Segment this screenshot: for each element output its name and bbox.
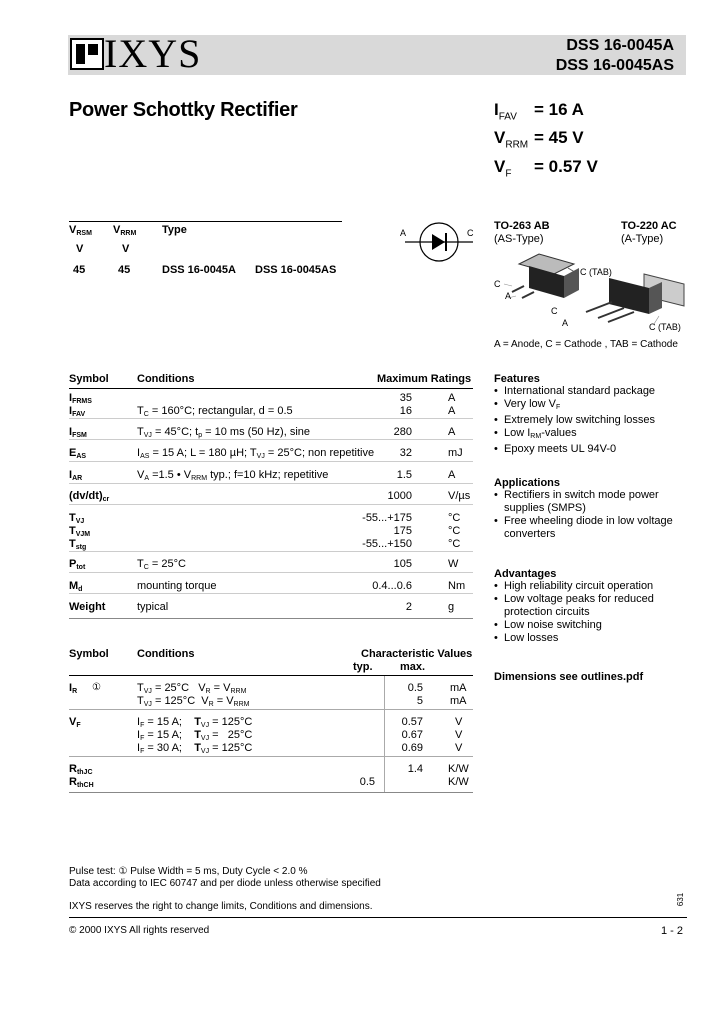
char-vf-max-1: 0.57 <box>401 716 423 728</box>
char-rule-2 <box>69 756 473 757</box>
pkg1-label-a: A <box>505 291 512 301</box>
part-number-as: DSS 16-0045AS <box>555 57 674 74</box>
char-conditions-header: Conditions <box>137 648 195 660</box>
max-row-symbol: Tstg <box>69 538 87 551</box>
side-code: 631 <box>676 892 686 907</box>
list-item: • Epoxy meets UL 94V-0 <box>494 443 684 456</box>
max-row-value: 1000 <box>387 490 412 502</box>
max-row-unit: °C <box>448 525 461 537</box>
char-typ-header: typ. <box>353 661 373 673</box>
char-values-header: Characteristic Values <box>361 648 473 660</box>
char-vf-unit-2: V <box>455 729 463 741</box>
pkg2-label-c: C <box>551 306 558 316</box>
max-row-symbol: (dv/dt)cr <box>69 490 110 503</box>
max-row-divider <box>69 551 473 552</box>
max-row-value: 16 <box>399 405 412 417</box>
footer-rule <box>69 917 687 918</box>
max-row-symbol: TVJM <box>69 525 91 538</box>
pkg1-type: (AS-Type) <box>494 233 544 245</box>
advantages-list <box>494 580 684 645</box>
max-row-symbol: IFRMS <box>69 392 92 405</box>
page-title: Power Schottky Rectifier <box>69 99 298 121</box>
char-vf-cond-1: IF = 15 A; TVJ = 125°C <box>137 716 253 729</box>
max-row-symbol: IFAV <box>69 405 86 418</box>
applications-list <box>494 489 684 541</box>
max-row-divider <box>69 461 473 462</box>
part-number-a: DSS 16-0045A <box>566 37 674 54</box>
char-table-rule-bottom <box>69 792 473 793</box>
max-row-unit: A <box>448 426 456 438</box>
max-row-divider <box>69 418 473 419</box>
max-row-condition: mounting torque <box>137 580 217 592</box>
max-row-unit: °C <box>448 538 461 550</box>
max-row-divider <box>69 572 473 573</box>
char-rthch-typ: 0.5 <box>359 776 375 788</box>
char-vf-cond-2: IF = 15 A; TVJ = 25°C <box>137 729 253 742</box>
list-item: • Low noise switching <box>494 619 684 632</box>
max-row-symbol: IFSM <box>69 426 87 439</box>
list-item: • High reliability circuit operation <box>494 580 684 593</box>
char-vf-cond-3: IF = 30 A; TVJ = 125°C <box>137 742 253 755</box>
max-row-value: 35 <box>399 392 412 404</box>
ixys-logo-icon <box>70 38 104 70</box>
char-rule-1 <box>69 709 473 710</box>
pkg2-type: (A-Type) <box>621 233 664 245</box>
brand-name: IXYS <box>104 31 202 76</box>
max-row-unit: W <box>448 558 459 570</box>
list-item: • Rectifiers in switch mode power supplies (SMPS) <box>494 489 684 515</box>
pulse-mark-icon: ① <box>92 682 101 693</box>
char-table-rule-top <box>69 675 473 676</box>
key-ifav: $I_{FAV}$ = 16 A <box>494 100 584 123</box>
char-ir-unit-1: mA <box>450 682 467 694</box>
max-row-divider <box>69 593 473 594</box>
diode-symbol-icon <box>400 220 478 264</box>
max-row-condition: VA =1.5 • VRRM typ.; f=10 kHz; repetitive <box>137 469 329 482</box>
max-row-unit: mJ <box>448 447 463 459</box>
diode-anode-label: A <box>400 228 407 238</box>
key-vrrm: $V_{RRM}$ = 45 V <box>494 128 584 151</box>
char-rthch-symbol: RthCH <box>69 776 94 789</box>
pin-legend: A = Anode, C = Cathode , TAB = Cathode <box>494 339 678 350</box>
char-vf-unit-1: V <box>455 716 463 728</box>
max-row-unit: A <box>448 405 456 417</box>
max-row-divider <box>69 504 473 505</box>
pkg1-label-ctab: C (TAB) <box>580 267 612 277</box>
dimensions-note: Dimensions see outlines.pdf <box>494 671 644 683</box>
char-ir-cond-2: TVJ = 125°C VR = VRRM <box>137 695 250 708</box>
char-ir-cond-1: TVJ = 25°C VR = VRRM <box>137 682 247 695</box>
type-vrrm-value: 45 <box>118 264 131 276</box>
list-item: • Very low VF <box>494 398 684 414</box>
max-row-value: 1.5 <box>396 469 412 481</box>
pkg1-label-c: C <box>494 279 501 289</box>
type-table-rule <box>69 221 342 222</box>
list-item: • Low losses <box>494 632 684 645</box>
max-row-condition: TC = 160°C; rectangular, d = 0.5 <box>137 405 293 418</box>
max-row-value: 2 <box>405 601 412 613</box>
char-symbol-header: Symbol <box>69 648 109 660</box>
features-section <box>494 373 684 456</box>
max-ratings-header: Maximum Ratings <box>377 373 472 385</box>
max-row-symbol: IAR <box>69 469 83 482</box>
key-parameters <box>494 99 598 184</box>
max-row-value: 280 <box>393 426 412 438</box>
type-vrsm-header: VRSM <box>69 224 92 237</box>
applications-section <box>494 477 684 541</box>
pkg2-label-a: A <box>562 318 569 328</box>
char-ir-max-1: 0.5 <box>407 682 423 694</box>
char-rthjc-max: 1.4 <box>407 763 423 775</box>
max-row-condition: TC = 25°C <box>137 558 186 571</box>
list-item: • Low IRM-values <box>494 427 684 443</box>
max-row-unit: V/µs <box>448 490 471 502</box>
max-row-condition: TVJ = 45°C; tp = 10 ms (50 Hz), sine <box>137 426 311 439</box>
ixys-logo <box>70 31 202 76</box>
max-row-symbol: Weight <box>69 601 106 613</box>
page-number: 1 - 2 <box>661 925 684 937</box>
char-vf-max-2: 0.67 <box>401 729 423 741</box>
max-row-unit: °C <box>448 512 461 524</box>
type-type-header: Type <box>162 224 187 236</box>
char-col-divider <box>384 676 385 793</box>
list-item: • Free wheeling diode in low voltage converters <box>494 515 684 541</box>
pkg2-name: TO-220 AC <box>621 220 677 232</box>
char-vf-unit-3: V <box>455 742 463 754</box>
iec-note: Data according to IEC 60747 and per diode unless otherwise specified <box>69 878 381 889</box>
max-row-symbol: Md <box>69 580 83 593</box>
applications-title: Applications <box>494 477 561 489</box>
char-vf-symbol: VF <box>69 716 81 729</box>
key-vf: $V_F$ = 0.57 V <box>494 156 598 180</box>
type-vrrm-header: VRRM <box>113 224 137 237</box>
advantages-section <box>494 568 684 645</box>
max-row-condition: typical <box>137 601 169 613</box>
max-row-unit: A <box>448 392 456 404</box>
max-table-rule-top <box>69 388 473 389</box>
max-row-divider <box>69 439 473 440</box>
char-rthjc-symbol: RthJC <box>69 763 93 776</box>
char-rthch-unit: K/W <box>448 776 469 788</box>
max-row-unit: Nm <box>448 580 466 592</box>
reserve-note: IXYS reserves the right to change limits, Conditions and dimensions. <box>69 901 373 912</box>
max-row-value: 175 <box>393 525 412 537</box>
type-unit-1: V <box>76 243 84 255</box>
diode-cathode-label: C <box>467 228 474 238</box>
part-numbers <box>556 36 674 76</box>
max-row-value: -55...+175 <box>362 512 412 524</box>
char-ir-symbol: IR <box>69 682 78 695</box>
char-max-header: max. <box>400 661 426 673</box>
max-symbol-header: Symbol <box>69 373 109 385</box>
char-rthjc-unit: K/W <box>448 763 469 775</box>
max-conditions-header: Conditions <box>137 373 195 385</box>
max-row-value: 105 <box>393 558 412 570</box>
list-item: • International standard package <box>494 385 684 398</box>
advantages-title: Advantages <box>494 568 557 580</box>
max-row-symbol: EAS <box>69 447 87 460</box>
type-vrsm-value: 45 <box>73 264 86 276</box>
copyright: © 2000 IXYS All rights reserved <box>69 925 210 936</box>
max-row-value: 32 <box>399 447 412 459</box>
max-row-value: -55...+150 <box>362 538 412 550</box>
pkg1-name: TO-263 AB <box>494 220 550 232</box>
pkg2-label-ctab: C (TAB) <box>649 322 681 332</box>
max-row-symbol: TVJ <box>69 512 85 525</box>
list-item: • Low voltage peaks for reduced protection circuits <box>494 593 684 619</box>
max-row-condition: IAS = 15 A; L = 180 µH; TVJ = 25°C; non repetitive <box>137 447 375 460</box>
max-table-rule-bottom <box>69 618 473 619</box>
char-ir-max-2: 5 <box>416 695 423 707</box>
features-title: Features <box>494 373 540 385</box>
char-vf-max-3: 0.69 <box>401 742 423 754</box>
list-item: • Extremely low switching losses <box>494 414 684 427</box>
max-row-unit: g <box>448 601 455 613</box>
pulse-test-note: Pulse test: ① Pulse Width = 5 ms, Duty Cycle < 2.0 % <box>69 866 308 877</box>
max-row-symbol: Ptot <box>69 558 86 571</box>
type-as-value: DSS 16-0045AS <box>255 264 337 276</box>
max-row-divider <box>69 483 473 484</box>
max-row-unit: A <box>448 469 456 481</box>
max-row-value: 0.4...0.6 <box>372 580 412 592</box>
char-ir-unit-2: mA <box>450 695 467 707</box>
features-list <box>494 385 684 456</box>
type-a-value: DSS 16-0045A <box>162 264 236 276</box>
type-unit-2: V <box>122 243 130 255</box>
